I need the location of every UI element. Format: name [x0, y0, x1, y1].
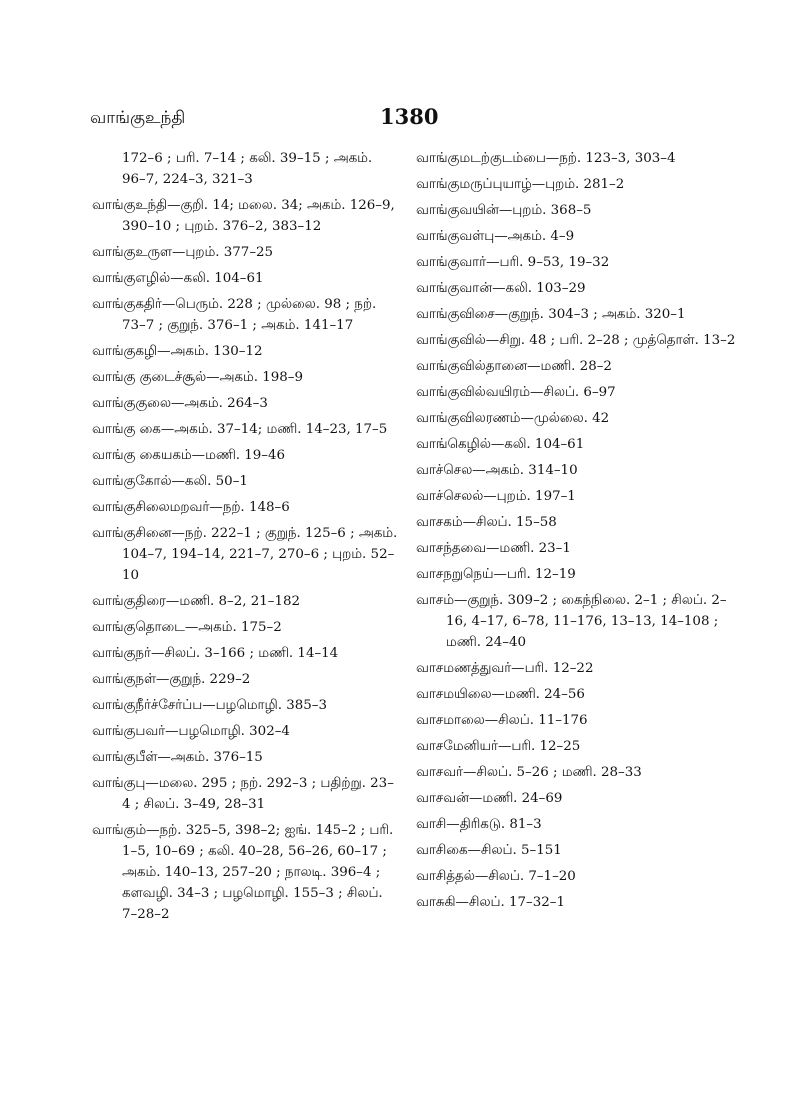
index-entry: வாங்குநர்—சிலப். 3–166 ; மணி. 14–14	[92, 646, 339, 661]
index-entry: வாசமயிலை—மணி. 24–56	[416, 687, 585, 702]
index-entry: வாங்குவள்பு—அகம். 4–9	[416, 229, 575, 244]
index-entry: வாசமணத்துவர்—பரி. 12–22	[416, 661, 594, 676]
index-entry: வாங்குபவர்—பழமொழி. 302–4	[92, 724, 290, 739]
index-entry: வாங்குகழி—அகம். 130–12	[92, 344, 263, 359]
index-entry: வாங்குகுலை—அகம். 264–3	[92, 396, 268, 411]
index-entry: வாங்குஉருள—புறம். 377–25	[92, 245, 274, 260]
index-entry: வாங்குசினை—நற். 222–1 ; குறுந். 125–6 ; அகம். 104–7, 194–14, 221–7, 270–6 ; புறம். 52–10	[92, 526, 398, 583]
index-column-left	[92, 148, 398, 930]
index-entry: வாங்கு குடைச்சூல்—அகம். 198–9	[92, 370, 304, 385]
index-entry: வாசி—திரிகடு. 81–3	[416, 817, 542, 832]
index-entry: வாங்குவார்—பரி. 9–53, 19–32	[416, 255, 610, 270]
index-entry: வாங்கு கையகம்—மணி. 19–46	[92, 448, 286, 463]
index-entry: வாங்குநீர்ச்சேர்ப்ப—பழமொழி. 385–3	[92, 698, 327, 713]
index-entry: வாசகம்—சிலப். 15–58	[416, 515, 557, 530]
index-entry: 172–6 ; பரி. 7–14 ; கலி. 39–15 ; அகம். 96–7, 224–3, 321–3	[122, 151, 373, 187]
index-entry: வாங்குவான்—கலி. 103–29	[416, 281, 586, 296]
index-entry: வாங்குகோல்—கலி. 50–1	[92, 474, 248, 489]
index-entry: வாச்செலல்—புறம். 197–1	[416, 489, 576, 504]
index-entry: வாசநறுநெய்—பரி. 12–19	[416, 567, 576, 582]
index-entry: வாங்குதொடை—அகம். 175–2	[92, 620, 282, 635]
index-entry: வாங்குவில்—சிறு. 48 ; பரி. 2–28 ; முத்தொள். 13–2	[416, 333, 736, 348]
index-entry: வாங்குவயின்—புறம். 368–5	[416, 203, 592, 218]
index-entry: வாங்குஉந்தி—குறி. 14; மலை. 34; அகம். 126–9, 390–10 ; புறம். 376–2, 383–12	[92, 198, 395, 234]
index-entry: வாசவர்—சிலப். 5–26 ; மணி. 28–33	[416, 765, 642, 780]
index-entry: வாசந்தவை—மணி. 23–1	[416, 541, 571, 556]
index-entry: வாங்குபீள்—அகம். 376–15	[92, 750, 263, 765]
index-entry: வாங்குமடற்குடம்பை—நற். 123–3, 303–4	[416, 151, 676, 166]
index-entry: வாங்குவிலரணம்—முல்லை. 42	[416, 411, 610, 426]
index-entry: வாங்கு கை—அகம். 37–14; மணி. 14–23, 17–5	[92, 422, 388, 437]
index-entry: வாங்குதிரை—மணி. 8–2, 21–182	[92, 594, 301, 609]
index-entry: வாசிகை—சிலப். 5–151	[416, 843, 562, 858]
page-number: 1380	[380, 104, 439, 129]
index-entry: வாசுகி—சிலப். 17–32–1	[416, 895, 565, 910]
index-entry: வாசமாலை—சிலப். 11–176	[416, 713, 588, 728]
index-entry: வாங்கெழில்—கலி. 104–61	[416, 437, 585, 452]
index-entry: வாசம்—குறுந். 309–2 ; கைந்நிலை. 2–1 ; சிலப். 2–16, 4–17, 6–78, 11–176, 13–13, 14–108 ; மணி. 24–40	[416, 593, 727, 650]
index-entry: வாங்குபு—மலை. 295 ; நற். 292–3 ; பதிற்று. 23–4 ; சிலப். 3–49, 28–31	[92, 776, 394, 812]
index-entry: வாசமேனியர்—பரி. 12–25	[416, 739, 581, 754]
index-entry: வாங்குவில்தானை—மணி. 28–2	[416, 359, 612, 374]
index-entry: வாசித்தல்—சிலப். 7–1–20	[416, 869, 576, 884]
index-entry: வாங்குவில்வயிரம்—சிலப். 6–97	[416, 385, 616, 400]
index-entry: வாங்குமருப்புயாழ்—புறம். 281–2	[416, 177, 625, 192]
running-head: வாங்குஉந்தி	[90, 108, 186, 128]
index-entry: வாசவன்—மணி. 24–69	[416, 791, 563, 806]
index-column-right	[416, 148, 738, 918]
index-entry: வாங்குஎழில்—கலி. 104–61	[92, 271, 264, 286]
index-entry: வாங்கும்—நற். 325–5, 398–2; ஐங். 145–2 ; பரி. 1–5, 10–69 ; கலி. 40–28, 56–26, 60–17 ; அகம். 140–13, 257–20 ; நாலடி. 396–4 ; களவழி. 34–3 ; பழமொழி. 155–3 ; சிலப். 7–28–2	[92, 823, 394, 922]
index-entry: வாங்குசிலைமறவர்—நற். 148–6	[92, 500, 290, 515]
index-entry: வாச்செல—அகம். 314–10	[416, 463, 578, 478]
index-entry: வாங்குகதிர்—பெரும். 228 ; முல்லை. 98 ; நற். 73–7 ; குறுந். 376–1 ; அகம். 141–17	[92, 297, 377, 333]
index-entry: வாங்குவிசை—குறுந். 304–3 ; அகம். 320–1	[416, 307, 686, 322]
index-entry: வாங்குநள்—குறுந். 229–2	[92, 672, 251, 687]
